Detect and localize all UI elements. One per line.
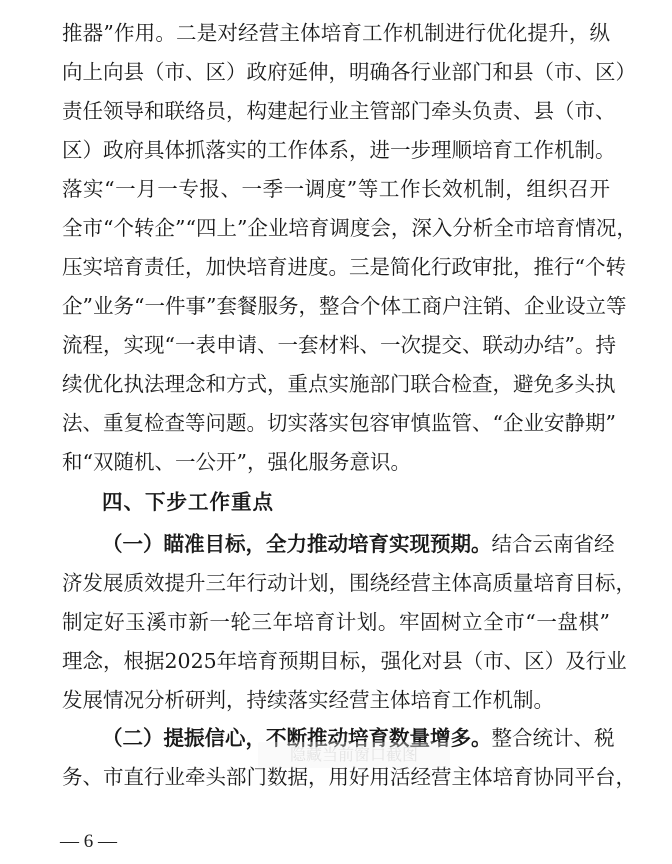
body-line: 落实“一月一专报、一季一调度”等工作长效机制，组织召开 (62, 177, 610, 201)
subsection-1-title: （一）瞄准目标，全力推动培育实现预期。 (102, 532, 492, 556)
body-line: 济发展质效提升三年行动计划，围绕经营主体高质量培育目标， (62, 571, 636, 595)
body-line: 流程，实现“一表申请、一套材料、一次提交、联动办结”。持 (62, 333, 616, 357)
page-number: — 6 — (60, 831, 117, 852)
body-line: 和“双随机、一公开”，强化服务意识。 (62, 450, 411, 474)
body-line: 责任领导和联络员，构建起行业主管部门牵头负责、县（市、 (62, 99, 616, 123)
body-line: 区）政府具体抓落实的工作体系，进一步理顺培育工作机制。 (62, 138, 616, 162)
body-line: 推器”作用。二是对经营主体培育工作机制进行优化提升，纵 (62, 21, 610, 45)
subsection-1-first-line (102, 525, 615, 564)
body-line: 向上向县（市、区）政府延伸，明确各行业部门和县（市、区） (62, 60, 636, 84)
section-heading: 四、下步工作重点 (102, 490, 274, 514)
body-line: 理念，根据2025年培育预期目标，强化对县（市、区）及行业 (62, 649, 627, 673)
hide-screenshot-tooltip[interactable]: 隐藏当前窗口截图 (258, 742, 450, 768)
body-line: 发展情况分析研判，持续落实经营主体培育工作机制。 (62, 688, 554, 712)
body-line: 全市“个转企”“四上”企业培育调度会，深入分析全市培育情况， (62, 216, 637, 240)
body-line: 企”业务“一件事”套餐服务，整合个体工商户注销、企业设立等 (62, 294, 627, 318)
subsection-2-title: （二）提振信心，不断推动培育数量增多。 (102, 726, 492, 750)
body-line: 续优化执法理念和方式，重点实施部门联合检查，避免多头执 (62, 372, 616, 396)
body-line: 务、市直行业牵头部门数据，用好用活经营主体培育协同平台， (62, 765, 636, 789)
body-line: 法、重复检查等问题。切实落实包容审慎监管、“企业安静期” (62, 411, 616, 435)
subsection-1-text: 结合云南省经 (491, 532, 615, 556)
body-line: 压实培育责任，加快培育进度。三是简化行政审批，推行“个转 (62, 255, 626, 279)
subsection-2-text: 整合统计、税 (491, 726, 615, 750)
body-line: 制定好玉溪市新一轮三年培育计划。牢固树立全市“一盘棋” (62, 610, 610, 634)
